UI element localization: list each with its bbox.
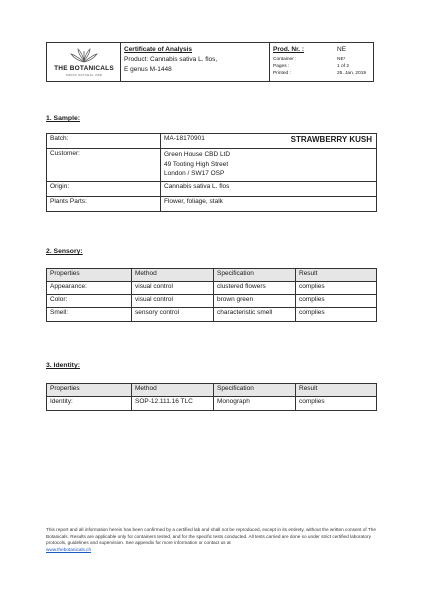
column-header: Method: [132, 384, 214, 397]
logo-tagline: SWISS NATURAL CBD: [65, 73, 103, 77]
batch-cell: [161, 134, 377, 149]
table-cell: Identity:: [47, 397, 132, 411]
column-header: Properties: [47, 384, 132, 397]
table-row: [47, 149, 377, 182]
table-row: [47, 182, 377, 197]
table-row: [47, 295, 377, 308]
document-title: Certificate of Analysis: [124, 46, 193, 53]
table-header-row: [47, 384, 377, 397]
pages-label: Pages :: [273, 64, 290, 69]
table-cell: sensory control: [132, 308, 214, 322]
table-cell: Color:: [47, 295, 132, 308]
origin-value: Cannabis sativa L. flos: [161, 182, 377, 197]
batch-label: Batch:: [47, 134, 161, 149]
title-cell: [120, 43, 270, 81]
sensory-heading: 2. Sensory:: [46, 248, 83, 255]
pages-value: 1 of 2: [337, 64, 350, 69]
table-cell: Monograph: [214, 397, 296, 411]
customer-label: Customer:: [47, 149, 161, 182]
column-header: Method: [132, 269, 214, 282]
table-cell: complies: [296, 282, 377, 295]
strain-name: STRAWBERRY KUSH: [290, 135, 372, 144]
customer-cell: [161, 149, 377, 182]
printed-label: Printed :: [273, 71, 291, 76]
product-line: Product: Cannabis sativa L. flos,: [124, 56, 218, 63]
printed-value: 25. Jan. 2019: [337, 71, 367, 76]
sample-table: [46, 133, 377, 212]
column-header: Specification: [214, 269, 296, 282]
container-label: Container :: [273, 57, 297, 62]
footer-text: This report and all information herein has been confirmed by a certified lab and shall not be reproduced, except in its entirety, without the written consent of The Botanicals. Results are applicable only for containers tested, and for the specific tests conducted. All tests carried are done so under strict certified laboratory protocols, guidelines and supervision. See appendix for more information or contact us at: [46, 527, 376, 546]
table-row: [47, 397, 377, 411]
table-cell: visual control: [132, 295, 214, 308]
origin-label: Origin:: [47, 182, 161, 197]
table-row: [47, 282, 377, 295]
batch-value: MA-18170901: [164, 135, 205, 142]
table-cell: complies: [296, 308, 377, 322]
column-header: Specification: [214, 384, 296, 397]
plant-parts-value: Flower, foliage, stalk: [161, 197, 377, 212]
table-cell: Appearance:: [47, 282, 132, 295]
identity-heading: 3. Identity:: [46, 362, 80, 369]
table-row: [47, 197, 377, 212]
column-header: Result: [296, 269, 377, 282]
table-row: [47, 308, 377, 322]
customer-city: London / SW17 OSP: [164, 170, 225, 177]
website-link[interactable]: www.thebotanicals.ch: [46, 546, 92, 552]
table-cell: complies: [296, 295, 377, 308]
container-value: NE¹: [337, 57, 346, 62]
column-header: Properties: [47, 269, 132, 282]
table-row: [47, 134, 377, 149]
table-cell: SOP-12.111.16 TLC: [132, 397, 214, 411]
identity-table: [46, 383, 377, 411]
prod-nr-label: Prod. Nr. :: [273, 46, 305, 53]
customer-street: 49 Tooting High Street: [164, 160, 229, 168]
table-cell: Smell:: [47, 308, 132, 322]
sample-heading: 1. Sample:: [46, 115, 80, 122]
plant-parts-label: Plants Parts:: [47, 197, 161, 212]
customer-name: Green House CBD LtD: [164, 151, 231, 158]
meta-cell: [269, 43, 373, 81]
table-cell: clustered flowers: [214, 282, 296, 295]
table-cell: complies: [296, 397, 377, 411]
column-header: Result: [296, 384, 377, 397]
document-header: [46, 42, 374, 82]
genus-line: E genus M-1448: [124, 66, 172, 73]
botanicals-leaf-icon: [69, 48, 99, 63]
logo-cell: [47, 43, 121, 81]
table-cell: characteristic smell: [214, 308, 296, 322]
table-cell: brown green: [214, 295, 296, 308]
logo-name: THE BOTANICALS: [54, 65, 114, 72]
table-cell: visual control: [132, 282, 214, 295]
table-header-row: [47, 269, 377, 282]
footer-disclaimer: [46, 527, 376, 553]
sensory-table: [46, 268, 377, 322]
prod-nr-value: NE: [337, 46, 347, 53]
